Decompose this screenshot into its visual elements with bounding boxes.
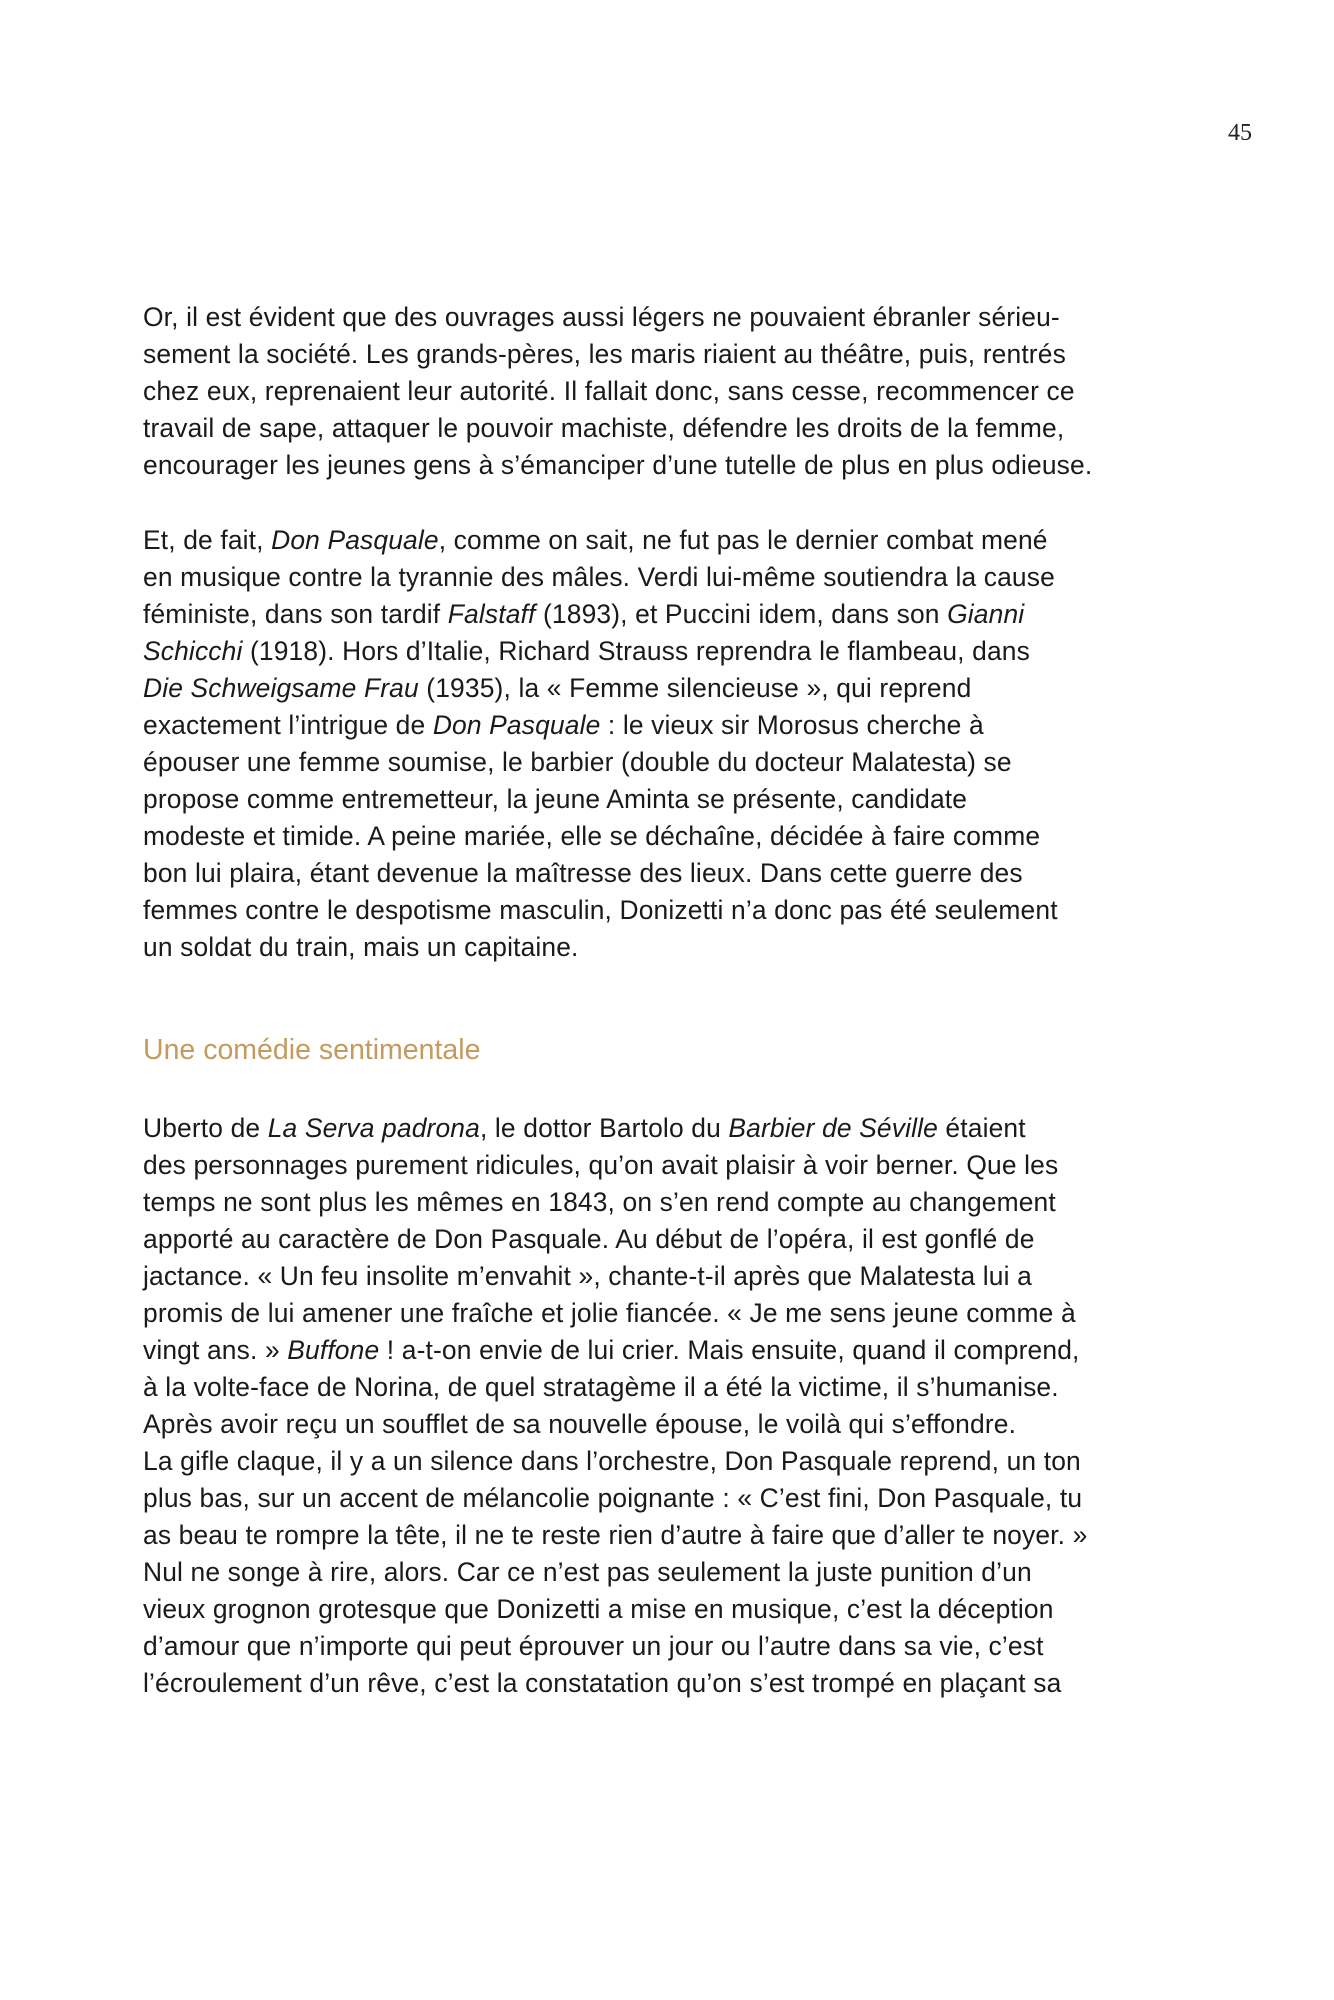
text-line <box>143 596 1193 633</box>
paragraph-3 <box>143 1110 1193 1702</box>
text-run: vingt ans. » <box>143 1335 288 1365</box>
text-line: bon lui plaira, étant devenue la maîtresse des lieux. Dans cette guerre des <box>143 858 1023 888</box>
text-line: plus bas, sur un accent de mélancolie poignante : « C’est fini, Don Pasquale, tu <box>143 1483 1083 1513</box>
text-line: chez eux, reprenaient leur autorité. Il fallait donc, sans cesse, recommencer ce <box>143 376 1075 406</box>
text-line: temps ne sont plus les mêmes en 1843, on s’en rend compte au changement <box>143 1187 1056 1217</box>
text-line <box>143 633 1193 670</box>
text-line: épouser une femme soumise, le barbier (double du docteur Malatesta) se <box>143 747 1012 777</box>
section-heading: Une comédie sentimentale <box>143 1034 481 1066</box>
paragraph-2 <box>143 522 1193 966</box>
text-line: La gifle claque, il y a un silence dans l’orchestre, Don Pasquale reprend, un ton <box>143 1446 1081 1476</box>
text-run: : le vieux sir Morosus cherche à <box>600 710 984 740</box>
text-line: as beau te rompre la tête, il ne te reste rien d’autre à faire que d’aller te noyer. » <box>143 1520 1088 1550</box>
text-line: promis de lui amener une fraîche et jolie fiancée. « Je me sens jeune comme à <box>143 1298 1076 1328</box>
text-run: (1918). Hors d’Italie, Richard Strauss reprendra le flambeau, dans <box>242 636 1030 666</box>
text-run: Et, de fait, <box>143 525 272 555</box>
text-line: apporté au caractère de Don Pasquale. Au début de l’opéra, il est gonflé de <box>143 1224 1035 1254</box>
italic-title: Falstaff <box>447 599 536 629</box>
italic-title: Barbier de Séville <box>728 1113 938 1143</box>
text-run: exactement l’intrigue de <box>143 710 433 740</box>
italic-title: Don Pasquale <box>432 710 601 740</box>
text-line: vieux grognon grotesque que Donizetti a mise en musique, c’est la déception <box>143 1594 1054 1624</box>
text-line <box>143 522 1193 559</box>
text-line: des personnages purement ridicules, qu’on avait plaisir à voir berner. Que les <box>143 1150 1059 1180</box>
text-line: l’écroulement d’un rêve, c’est la constatation qu’on s’est trompé en plaçant sa <box>143 1668 1062 1698</box>
text-line: modeste et timide. A peine mariée, elle se déchaîne, décidée à faire comme <box>143 821 1041 851</box>
text-run: Uberto de <box>143 1113 268 1143</box>
text-line: d’amour que n’importe qui peut éprouver un jour ou l’autre dans sa vie, c’est <box>143 1631 1044 1661</box>
text-line: encourager les jeunes gens à s’émanciper d’une tutelle de plus en plus odieuse. <box>143 450 1093 480</box>
text-run: (1935), la « Femme silencieuse », qui reprend <box>418 673 972 703</box>
text-line <box>143 707 1193 744</box>
page-number: 45 <box>1228 120 1252 146</box>
text-line <box>143 1110 1193 1147</box>
italic-title: Don Pasquale <box>271 525 439 555</box>
italic-title: Die Schweigsame Frau <box>143 673 419 703</box>
text-run: ! a-t-on envie de lui crier. Mais ensuite, quand il comprend, <box>379 1335 1080 1365</box>
text-run: , comme on sait, ne fut pas le dernier combat mené <box>438 525 1048 555</box>
text-line: sement la société. Les grands-pères, les maris riaient au théâtre, puis, rentrés <box>143 339 1066 369</box>
text-run: (1893), et Puccini idem, dans son <box>535 599 948 629</box>
text-line: Après avoir reçu un soufflet de sa nouvelle épouse, le voilà qui s’effondre. <box>143 1409 1017 1439</box>
text-line: femmes contre le despotisme masculin, Donizetti n’a donc pas été seulement <box>143 895 1058 925</box>
text-line: à la volte-face de Norina, de quel stratagème il a été la victime, il s’humanise. <box>143 1372 1059 1402</box>
italic-title: Gianni <box>947 599 1025 629</box>
text-line: Nul ne songe à rire, alors. Car ce n’est pas seulement la juste punition d’un <box>143 1557 1032 1587</box>
text-line: jactance. « Un feu insolite m’envahit », chante-t-il après que Malatesta lui a <box>143 1261 1032 1291</box>
italic-title: Schicchi <box>143 636 243 666</box>
text-run: féministe, dans son tardif <box>143 599 448 629</box>
text-run: étaient <box>937 1113 1026 1143</box>
text-run: , le dottor Bartolo du <box>479 1113 729 1143</box>
text-line: propose comme entremetteur, la jeune Aminta se présente, candidate <box>143 784 968 814</box>
text-line: travail de sape, attaquer le pouvoir machiste, défendre les droits de la femme, <box>143 413 1065 443</box>
text-line <box>143 670 1193 707</box>
italic-word: Buffone <box>287 1335 380 1365</box>
text-line: Or, il est évident que des ouvrages aussi légers ne pouvaient ébranler sérieu- <box>143 302 1060 332</box>
text-line <box>143 1332 1193 1369</box>
text-line: un soldat du train, mais un capitaine. <box>143 932 579 962</box>
text-line: en musique contre la tyrannie des mâles. Verdi lui-même soutiendra la cause <box>143 562 1055 592</box>
paragraph-1 <box>143 299 1193 484</box>
italic-title: La Serva padrona <box>267 1113 480 1143</box>
